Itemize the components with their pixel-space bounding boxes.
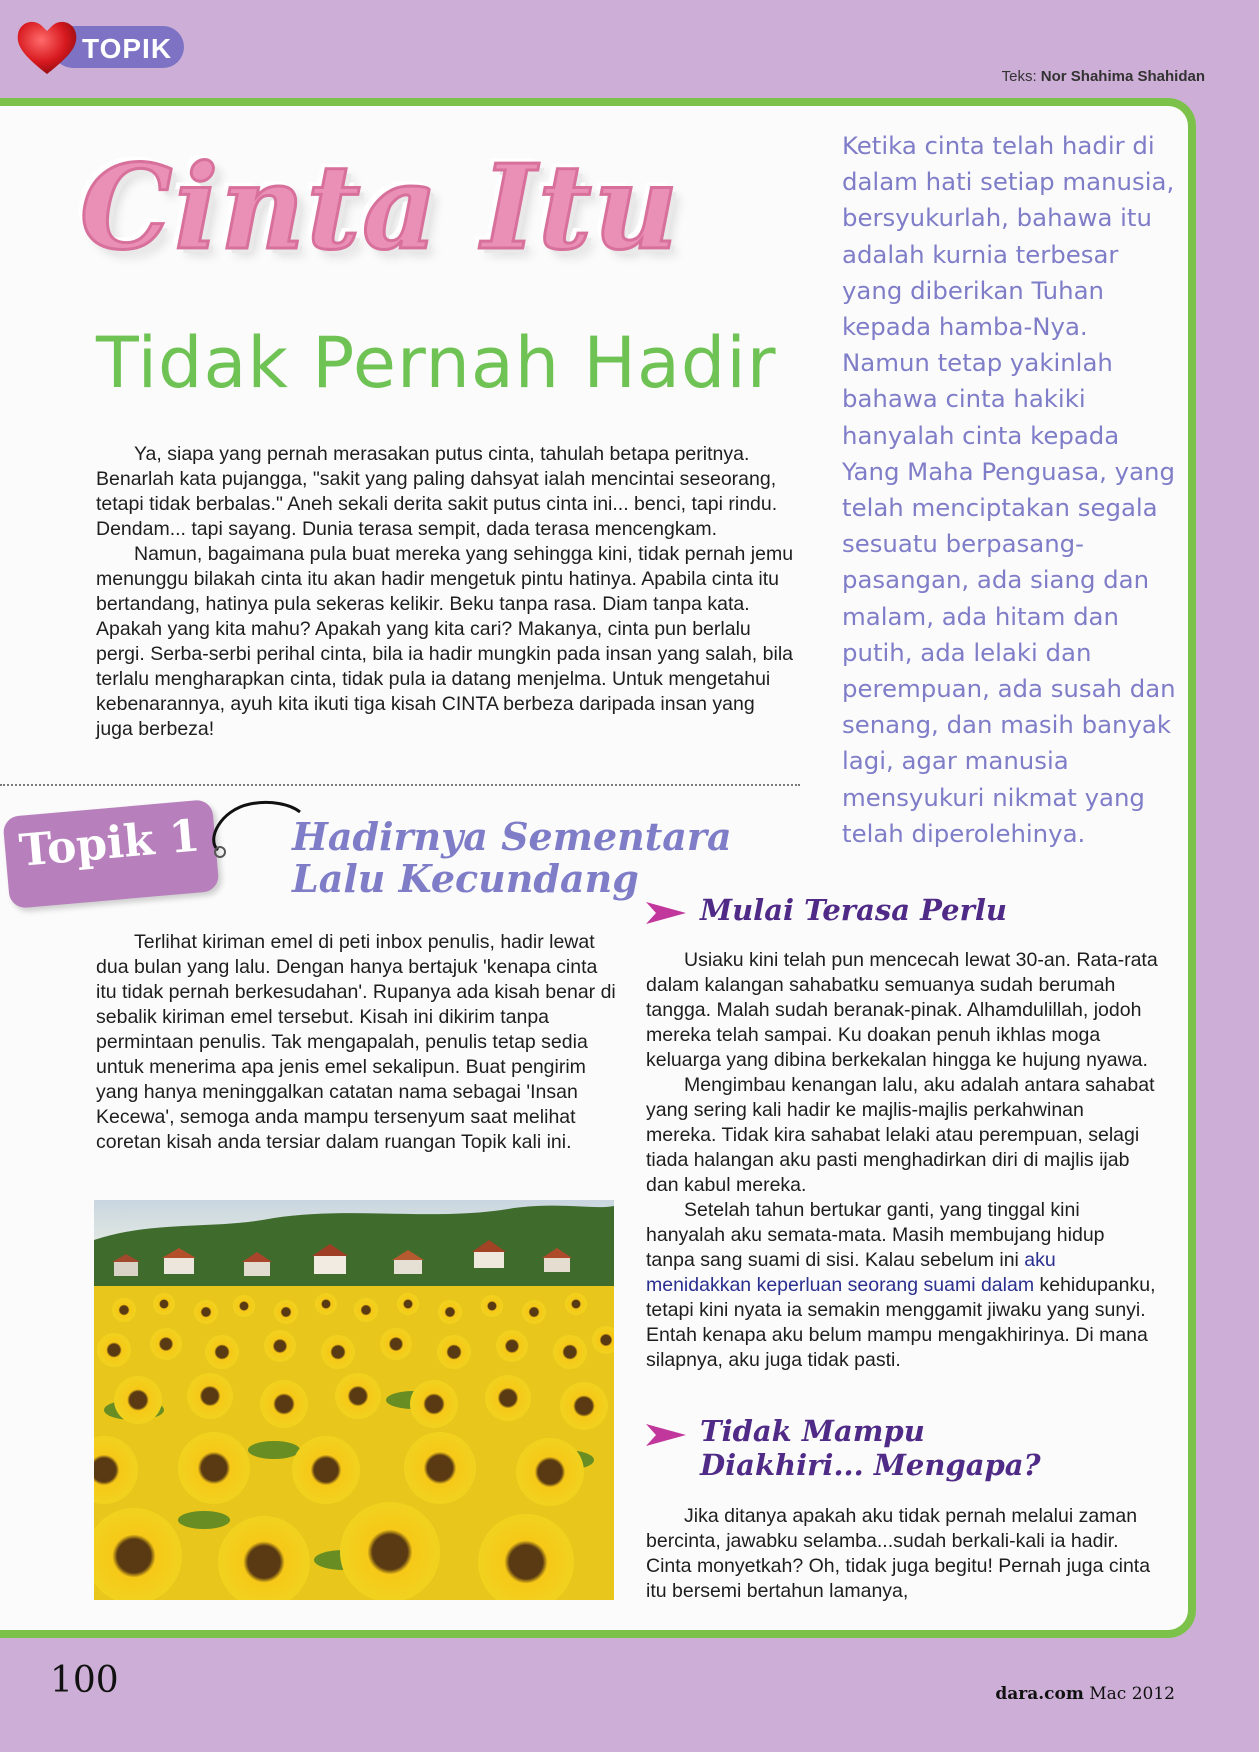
author-credit [1002, 68, 1205, 85]
intro-paragraph-2: Namun, bagaimana pula buat mereka yang sehingga kini, tidak pernah jemu menunggu bilakah cinta itu akan hadir mengetuk pintu hatinya. Apabila cinta itu bertandang, hatinya pula sekeras kelikir. Beku tanpa rasa. Diam tanpa kata. Apakah yang kita mahu? Apakah yang kita cari? Makanya, cinta pun berlalu pergi. Serba-serbi perihal cinta, bila ia hadir mungkin pada insan yang salah, bila terlalu mengharapkan cinta, tidak pula ia datang menjelma. Untuk mengetahui kebenarannya, ayuh kita ikuti tiga kisah CINTA berbeza daripada insan yang juga berbeza! [96, 543, 794, 740]
intro-paragraph-1: Ya, siapa yang pernah merasakan putus cinta, tahulah betapa peritnya. Benarlah kata pujangga, "sakit yang paling dahsyat ialah mencintai seseorang, tetapi tidak berbalas." Aneh sekali derita sakit putus cinta ini... benci, tapi rindu. Dendam... tapi sayang. Dunia terasa sempit, dada terasa mencengkam. [96, 443, 778, 540]
topik-1-text [96, 930, 616, 1155]
credit-author: Nor Shahima Shahidan [1040, 68, 1205, 85]
arrow-icon [646, 1420, 686, 1450]
sunflower-field-photo [94, 1200, 614, 1600]
section-2-paragraph-3b: aku menidakkan keperluan seorang suami dalam [646, 1249, 1056, 1296]
section-2-paragraph-2: Mengimbau kenangan lalu, aku adalah antara sahabat yang sering kali hadir ke majlis-majlis perkahwinan mereka. Tidak kira sahabat lelaki atau perempuan, selagi tiada halangan aku pasti menghadirkan diri di majlis ijab dan kabul mereka. [646, 1074, 1155, 1196]
page-number: 100 [50, 1660, 119, 1701]
section-label: TOPIK [82, 33, 173, 64]
title-script: Cinta Itu [80, 140, 681, 276]
footer-site: dara.com [995, 1684, 1084, 1704]
credit-prefix: Teks: [1001, 68, 1037, 85]
topik-1-tag [2, 799, 219, 909]
topik-1-heading: Hadirnya Sementara Lalu Kecundang [292, 814, 732, 901]
section-2-paragraph-3 [646, 1198, 1158, 1373]
section-2-text [646, 948, 1158, 1373]
topik-1-tag-label: Topik 1 [17, 810, 202, 877]
section-3-paragraph-1: Jika ditanya apakah aku tidak pernah melalui zaman bercinta, jawabku selamba...sudah berkali-kali ia hadir. Cinta monyetkah? Oh, tidak juga begitu! Pernah juga cinta itu bersemi bertahun lamanya, [646, 1505, 1151, 1602]
section-heading-tidak-mampu: Tidak Mampu Diakhiri... Mengapa? [700, 1414, 1041, 1482]
section-2-paragraph-3a: Setelah tahun bertukar ganti, yang tinggal kini hanyalah aku semata-mata. Masih membujang hidup tanpa sang suami di sisi. Kalau sebelum ini [646, 1199, 1105, 1271]
topik-1-paragraph: Terlihat kiriman emel di peti inbox penulis, hadir lewat dua bulan yang lalu. Dengan hanya bertajuk 'kenapa cinta itu tidak pernah berkesudahan'. Rupanya ada kisah benar di sebalik kiriman emel tersebut. Kisah ini dikirim tanpa permintaan penulis. Tak mengapalah, penulis tetap sedia untuk menerima apa jenis emel sekalipun. Buat pengirim yang hanya meninggalkan catatan nama sebagai 'Insan Kecewa', semoga anda mampu tersenyum saat melihat coretan kisah anda tersiar dalam ruangan Topik kali ini. [96, 931, 616, 1153]
arrow-icon [646, 898, 686, 928]
section-2-paragraph-1: Usiaku kini telah pun mencecah lewat 30-an. Rata-rata dalam kalangan sahabatku semuanya sudah berumah tangga. Malah sudah beranak-pinak. Alhamdulillah, jodoh mereka telah sampai. Ku doakan penuh ikhlas moga keluarga yang dibina berkekalan hingga ke hujung nyawa. [646, 949, 1158, 1071]
section-3-text [646, 1504, 1158, 1604]
title-subtitle: Tidak Pernah Hadir [96, 322, 777, 404]
footer-issue: Mac 2012 [1089, 1684, 1175, 1704]
section-heading-mulai: Mulai Terasa Perlu [700, 893, 1007, 927]
section-2-paragraph-3c: kehidupanku, tetapi kini nyata ia semakin menggamit jiwaku yang sunyi. Entah kenapa aku belum mampu mengakhirinya. Di mana silapnya, aku juga tidak pasti. [646, 1274, 1156, 1371]
heart-icon [14, 16, 80, 78]
dotted-divider [0, 784, 800, 786]
footer-publication [995, 1684, 1175, 1704]
pull-quote: Ketika cinta telah hadir di dalam hati setiap manusia, bersyukurlah, bahawa itu adalah kurnia terbesar yang diberikan Tuhan kepada hamba-Nya. Namun tetap yakinlah bahawa cinta hakiki hanyalah cinta kepada Yang Maha Penguasa, yang telah menciptakan segala sesuatu berpasang-pasangan, ada siang dan malam, ada hitam dan putih, ada lelaki dan perempuan, ada susah dan senang, dan masih banyak lagi, agar manusia mensyukuri nikmat yang telah diperolehinya. [842, 131, 1176, 848]
intro-text [96, 442, 796, 742]
